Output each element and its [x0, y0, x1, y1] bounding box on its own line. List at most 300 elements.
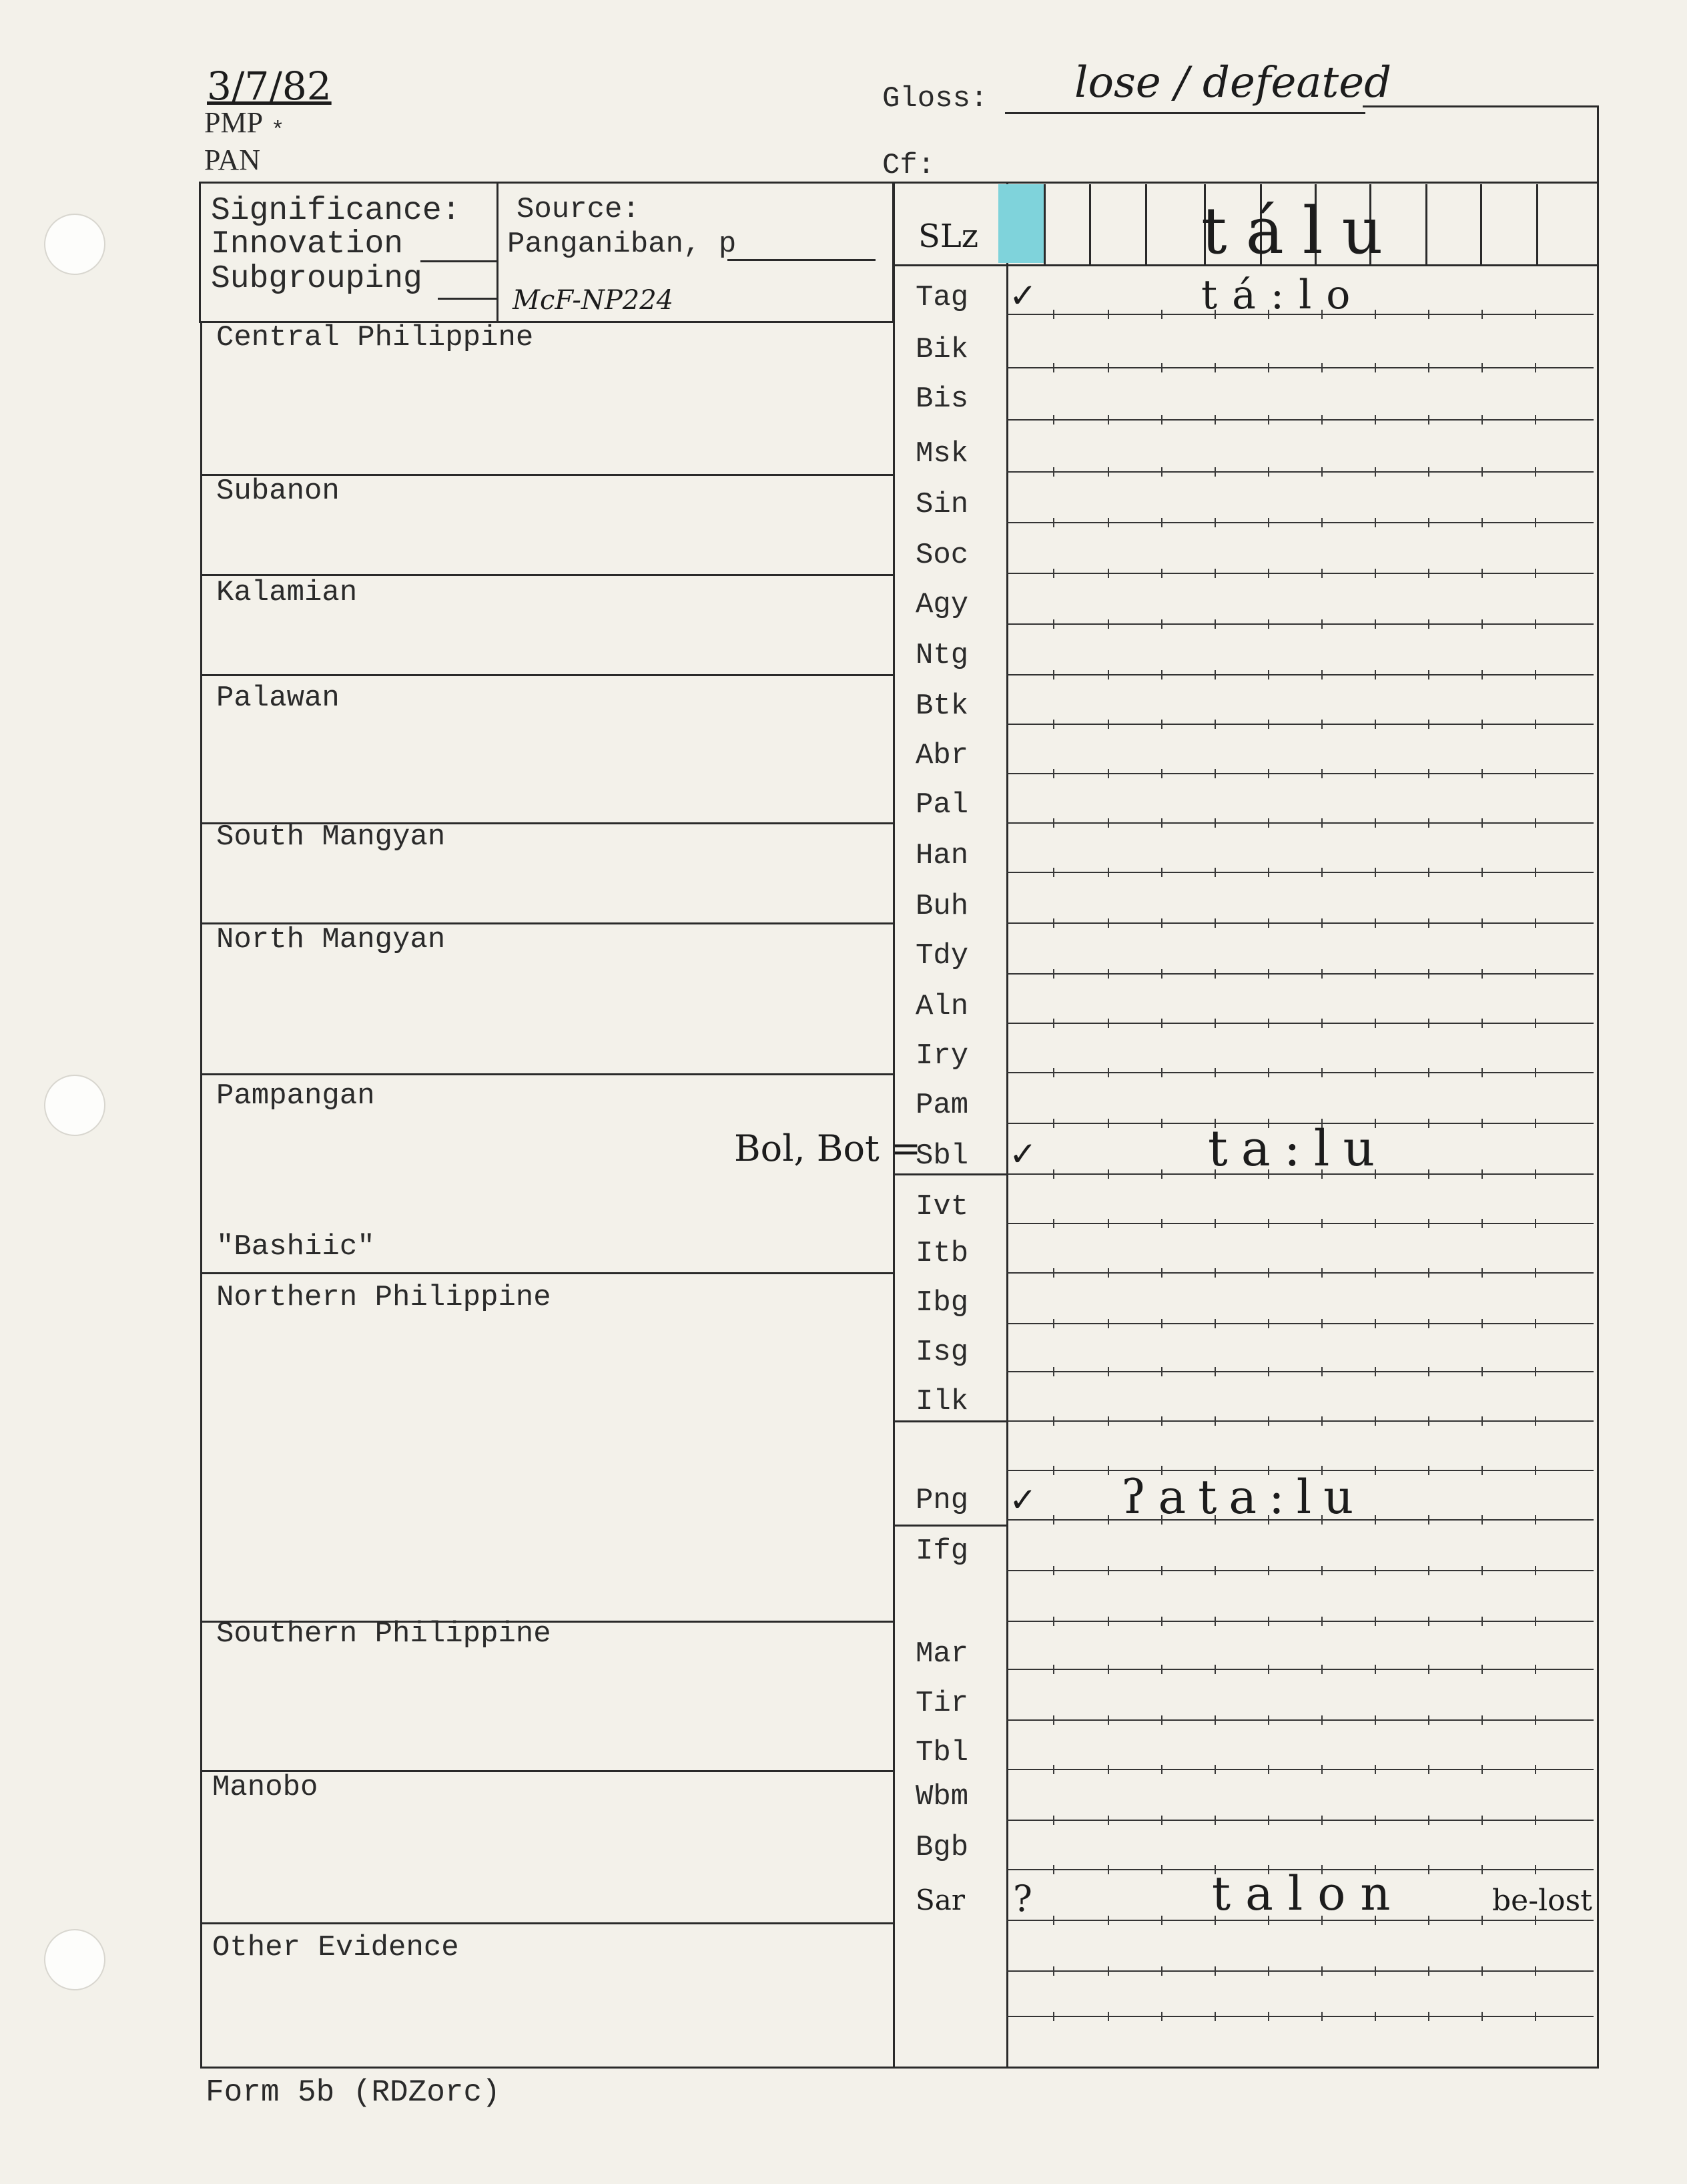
entry-rule-tick [1428, 415, 1429, 425]
entry-rule-tick [1053, 569, 1054, 578]
entry-rule-tick [1321, 818, 1323, 828]
entry-rule-tick [1535, 918, 1536, 928]
tag-form: tá:lo [1201, 272, 1365, 318]
significance-label: Significance: [211, 193, 461, 229]
entry-rule-tick [1481, 1865, 1483, 1874]
entry-rule-line [1006, 1272, 1594, 1274]
entry-rule-line [1006, 973, 1594, 975]
entry-rule-tick [1215, 467, 1216, 477]
lang-abr: Abr [916, 739, 969, 772]
entry-rule-tick [1108, 1765, 1109, 1774]
entry-rule-tick [1161, 1367, 1162, 1376]
lang-bik: Bik [916, 333, 969, 366]
entry-rule-tick [1321, 1068, 1323, 1077]
entry-rule-tick [1161, 918, 1162, 928]
png-check: ✓ [1009, 1480, 1037, 1519]
entry-rule-tick [1428, 467, 1429, 477]
group-line-other [200, 1922, 894, 1924]
entry-rule-tick [1321, 1019, 1323, 1028]
entry-rule-tick [1108, 2012, 1109, 2021]
entry-rule-tick [1108, 619, 1109, 629]
entry-rule-tick [1053, 1466, 1054, 1475]
group-bashiic: "Bashiic" [216, 1230, 375, 1264]
entry-rule-tick [1375, 1665, 1376, 1674]
entry-rule-tick [1535, 1515, 1536, 1525]
entry-rule-tick [1161, 1865, 1162, 1874]
binder-hole-top [44, 214, 105, 275]
frame-top-right [1363, 105, 1599, 107]
entry-rule-tick [1161, 1816, 1162, 1825]
entry-rule-tick [1375, 1966, 1376, 1976]
entry-rule-tick [1108, 1416, 1109, 1426]
entry-rule-tick [1535, 1966, 1536, 1976]
entry-rule-line [1006, 674, 1594, 675]
entry-rule-tick [1108, 818, 1109, 828]
entry-rule-tick [1108, 1665, 1109, 1674]
source-value: Panganiban, p [507, 228, 737, 261]
entry-rule-tick [1268, 1665, 1269, 1674]
entry-rule-tick [1161, 670, 1162, 679]
lang-tag: Tag [916, 281, 969, 314]
lang-han: Han [916, 839, 969, 872]
entry-rule-tick [1053, 670, 1054, 679]
entry-rule-line [1006, 724, 1594, 725]
entry-rule-tick [1108, 1019, 1109, 1028]
entry-rule-tick [1321, 1966, 1323, 1976]
entry-rule-tick [1161, 518, 1162, 527]
entry-rule-tick [1535, 1119, 1536, 1128]
entry-rule-tick [1375, 310, 1376, 319]
lang-pal: Pal [916, 788, 969, 822]
entry-rule-tick [1375, 569, 1376, 578]
entry-rule-tick [1375, 818, 1376, 828]
entry-rule-tick [1321, 1816, 1323, 1825]
entry-rule-line [1006, 1323, 1594, 1324]
lang-bis: Bis [916, 382, 969, 416]
left-border [200, 322, 202, 2068]
sbl-form: ta:lu [1208, 1120, 1389, 1177]
entry-rule-tick [1481, 670, 1483, 679]
entry-rule-tick [1481, 1816, 1483, 1825]
entry-rule-line [1006, 1719, 1594, 1721]
entry-rule-tick [1321, 1219, 1323, 1228]
entry-rule-tick [1481, 518, 1483, 527]
entry-rule-tick [1321, 1416, 1323, 1426]
entry-rule-tick [1535, 1416, 1536, 1426]
entry-rule-tick [1535, 1219, 1536, 1228]
entry-rule-tick [1053, 1515, 1054, 1525]
entry-rule-tick [1108, 1466, 1109, 1475]
entry-rule-tick [1535, 415, 1536, 425]
entry-rule-tick [1481, 1019, 1483, 1028]
lang-ntg: Ntg [916, 639, 969, 672]
entry-rule-tick [1375, 1219, 1376, 1228]
entry-rule-tick [1053, 1966, 1054, 1976]
entry-rule-tick [1161, 1319, 1162, 1328]
entry-rule-line [1006, 1371, 1594, 1372]
entry-rule-tick [1161, 363, 1162, 372]
entry-rule-tick [1053, 1765, 1054, 1774]
entry-rule-tick [1215, 415, 1216, 425]
group-north-mangyan: North Mangyan [216, 923, 446, 957]
entry-rule-tick [1108, 467, 1109, 477]
entry-rule-tick [1268, 769, 1269, 778]
entry-rule-tick [1268, 969, 1269, 979]
entry-rule-tick [1215, 1715, 1216, 1725]
lang-soc: Soc [916, 539, 969, 572]
entry-rule-tick [1321, 969, 1323, 979]
entry-rule-tick [1535, 569, 1536, 578]
entry-rule-tick [1161, 818, 1162, 828]
entry-rule-tick [1053, 1916, 1054, 1925]
entry-rule-tick [1108, 310, 1109, 319]
entry-rule-tick [1375, 868, 1376, 877]
entry-rule-tick [1108, 1268, 1109, 1278]
lang-ivt: Ivt [916, 1190, 969, 1223]
entry-rule-tick [1161, 2012, 1162, 2021]
entry-rule-tick [1108, 1566, 1109, 1575]
entry-rule-tick [1161, 1119, 1162, 1128]
entry-rule-tick [1108, 1715, 1109, 1725]
entry-rule-tick [1215, 1566, 1216, 1575]
entry-rule-line [1006, 419, 1594, 421]
lang-agy: Agy [916, 588, 969, 621]
source-page-blank[interactable] [727, 259, 876, 261]
entry-rule-tick [1053, 1068, 1054, 1077]
entry-rule-tick [1268, 1319, 1269, 1328]
lang-ifg: Ifg [916, 1535, 969, 1568]
entry-rule-tick [1428, 1617, 1429, 1626]
entry-rule-tick [1268, 1566, 1269, 1575]
entry-rule-tick [1375, 670, 1376, 679]
entry-rule-tick [1321, 619, 1323, 629]
entry-rule-tick [1161, 1617, 1162, 1626]
entry-rule-tick [1375, 1617, 1376, 1626]
entry-rule-tick [1428, 969, 1429, 979]
entry-rule-tick [1428, 1466, 1429, 1475]
entry-rule-tick [1161, 569, 1162, 578]
entry-rule-tick [1535, 2012, 1536, 2021]
entry-rule-tick [1321, 1765, 1323, 1774]
entry-rule-tick [1428, 1966, 1429, 1976]
group-kalamian: Kalamian [216, 576, 358, 609]
entry-rule-tick [1321, 1268, 1323, 1278]
entry-rule-line [1006, 1023, 1594, 1024]
frame-top [893, 182, 1599, 184]
group-palawan: Palawan [216, 681, 340, 715]
entry-rule-tick [1215, 818, 1216, 828]
entry-rule-tick [1535, 1765, 1536, 1774]
entry-rule-line [1006, 1669, 1594, 1670]
entry-rule-tick [1428, 1319, 1429, 1328]
entry-rule-tick [1428, 2012, 1429, 2021]
entry-rule-tick [1108, 868, 1109, 877]
entry-rule-tick [1481, 1566, 1483, 1575]
slz-grid-divider [1089, 184, 1091, 264]
entry-rule-tick [1108, 1119, 1109, 1128]
sar-mark: ? [1013, 1878, 1032, 1920]
entry-rule-tick [1321, 415, 1323, 425]
sar-gloss: be-lost [1492, 1884, 1592, 1918]
entry-rule-line [1006, 1420, 1594, 1422]
entry-rule-tick [1268, 1765, 1269, 1774]
entry-rule-tick [1321, 467, 1323, 477]
form-label: Form 5b (RDZorc) [206, 2075, 500, 2110]
entry-rule-tick [1161, 1019, 1162, 1028]
entry-rule-tick [1481, 1319, 1483, 1328]
entry-rule-line [1006, 1769, 1594, 1770]
subgrouping-label: Subgrouping [211, 261, 422, 297]
entry-rule-tick [1268, 415, 1269, 425]
entry-rule-tick [1321, 363, 1323, 372]
entry-rule-tick [1268, 1219, 1269, 1228]
entry-rule-tick [1321, 1715, 1323, 1725]
entry-rule-tick [1215, 2012, 1216, 2021]
lang-itb: Itb [916, 1237, 969, 1270]
entry-rule-tick [1053, 1816, 1054, 1825]
entry-rule-tick [1108, 1068, 1109, 1077]
entry-rule-tick [1321, 1566, 1323, 1575]
entry-rule-tick [1053, 1715, 1054, 1725]
entry-rule-tick [1375, 1765, 1376, 1774]
entry-rule-tick [1375, 1566, 1376, 1575]
entry-rule-tick [1108, 363, 1109, 372]
lang-tdy: Tdy [916, 939, 969, 973]
entry-rule-tick [1108, 415, 1109, 425]
entry-rule-tick [1428, 619, 1429, 629]
entry-rule-tick [1535, 1068, 1536, 1077]
entry-rule-tick [1481, 969, 1483, 979]
entry-rule-tick [1161, 720, 1162, 729]
entry-rule-tick [1481, 769, 1483, 778]
subgrouping-blank[interactable] [438, 298, 496, 300]
entry-rule-tick [1428, 1665, 1429, 1674]
group-divider [893, 182, 895, 2068]
group-southern-philippine: Southern Philippine [216, 1617, 551, 1651]
lang-btk: Btk [916, 690, 969, 723]
entry-rule-tick [1428, 310, 1429, 319]
entry-rule-tick [1108, 720, 1109, 729]
entry-rule-tick [1053, 1219, 1054, 1228]
slz-highlight-cell [998, 184, 1044, 263]
entry-rule-tick [1481, 569, 1483, 578]
entry-rule-tick [1481, 1617, 1483, 1626]
entry-rule-tick [1375, 1715, 1376, 1725]
lang-pam: Pam [916, 1089, 969, 1122]
entry-rule-line [1006, 1570, 1594, 1571]
entry-rule-tick [1428, 1715, 1429, 1725]
entry-rule-tick [1268, 619, 1269, 629]
entry-rule-tick [1161, 1416, 1162, 1426]
entry-rule-tick [1375, 1515, 1376, 1525]
frame-bottom [200, 2067, 1599, 2069]
entry-rule-tick [1481, 1715, 1483, 1725]
entry-rule-tick [1053, 415, 1054, 425]
entry-rule-tick [1481, 2012, 1483, 2021]
entry-rule-tick [1535, 720, 1536, 729]
entry-rule-tick [1161, 1765, 1162, 1774]
entry-rule-tick [1268, 1617, 1269, 1626]
entry-rule-tick [1053, 1119, 1054, 1128]
entry-rule-tick [1321, 1367, 1323, 1376]
lang-bgb: Bgb [916, 1831, 969, 1864]
entry-rule-tick [1428, 918, 1429, 928]
entry-rule-tick [1268, 818, 1269, 828]
entry-rule-tick [1535, 1466, 1536, 1475]
entry-rule-tick [1108, 918, 1109, 928]
lang-msk: Msk [916, 437, 969, 471]
tag-check: ✓ [1009, 276, 1037, 315]
entry-rule-tick [1108, 769, 1109, 778]
entry-rule-tick [1321, 670, 1323, 679]
entry-rule-tick [1108, 1617, 1109, 1626]
entry-rule-tick [1535, 1367, 1536, 1376]
entry-rule-tick [1535, 518, 1536, 527]
entry-rule-tick [1535, 1665, 1536, 1674]
entry-rule-line [1006, 623, 1594, 625]
entry-rule-tick [1535, 769, 1536, 778]
entry-rule-tick [1053, 918, 1054, 928]
entry-rule-line [1006, 872, 1594, 873]
entry-rule-tick [1053, 1665, 1054, 1674]
entry-rule-tick [1215, 1268, 1216, 1278]
lang-iry: Iry [916, 1039, 969, 1073]
entry-rule-tick [1481, 1068, 1483, 1077]
entry-rule-tick [1535, 1566, 1536, 1575]
entry-rule-tick [1215, 569, 1216, 578]
lang-buh: Buh [916, 890, 969, 923]
entry-rule-tick [1428, 1566, 1429, 1575]
entry-rule-tick [1428, 1169, 1429, 1179]
entry-rule-tick [1161, 619, 1162, 629]
entry-rule-tick [1215, 918, 1216, 928]
entry-rule-tick [1053, 769, 1054, 778]
entry-rule-line [1006, 522, 1594, 523]
entry-rule-tick [1215, 868, 1216, 877]
entry-rule-tick [1108, 670, 1109, 679]
entry-rule-tick [1428, 720, 1429, 729]
slz-grid-divider [1425, 184, 1427, 264]
entry-rule-tick [1481, 720, 1483, 729]
entry-rule-tick [1053, 1367, 1054, 1376]
group-other-evidence: Other Evidence [212, 1931, 459, 1964]
entry-rule-tick [1215, 619, 1216, 629]
entry-rule-tick [1481, 1765, 1483, 1774]
entry-rule-tick [1481, 1268, 1483, 1278]
slz-grid-divider [1536, 184, 1538, 264]
entry-rule-tick [1161, 1665, 1162, 1674]
lang-slz: SLz [918, 218, 979, 255]
entry-rule-tick [1535, 1617, 1536, 1626]
entry-rule-line [1006, 1223, 1594, 1224]
lang-sbl: Sbl [916, 1139, 969, 1173]
sbl-note: Bol, Bot = [734, 1127, 922, 1169]
star-mark: * [271, 119, 285, 144]
entry-rule-tick [1215, 670, 1216, 679]
lang-ibg: Ibg [916, 1286, 969, 1320]
sar-form: talon [1212, 1866, 1405, 1921]
entry-rule-tick [1481, 1219, 1483, 1228]
entry-rule-tick [1161, 1268, 1162, 1278]
entry-rule-tick [1535, 1268, 1536, 1278]
entry-rule-tick [1053, 969, 1054, 979]
entry-rule-tick [1375, 1367, 1376, 1376]
innovation-label: Innovation [211, 226, 404, 262]
entry-rule-tick [1053, 2012, 1054, 2021]
lang-png: Png [916, 1484, 969, 1517]
group-central-philippine: Central Philippine [216, 321, 534, 354]
entry-rule-tick [1375, 1416, 1376, 1426]
entry-rule-line [1006, 922, 1594, 924]
entry-rule-line [1006, 2016, 1594, 2017]
gloss-label: Gloss: [882, 82, 988, 115]
entry-rule-tick [1215, 969, 1216, 979]
entry-rule-tick [1535, 1865, 1536, 1874]
entry-rule-tick [1535, 1019, 1536, 1028]
lang-sin: Sin [916, 488, 969, 521]
entry-rule-tick [1428, 769, 1429, 778]
entry-rule-tick [1375, 619, 1376, 629]
entry-rule-tick [1481, 1416, 1483, 1426]
entry-rule-tick [1481, 918, 1483, 928]
entry-rule-tick [1215, 1765, 1216, 1774]
entry-rule-tick [1481, 818, 1483, 828]
entry-rule-tick [1535, 1169, 1536, 1179]
entry-rule-tick [1375, 1466, 1376, 1475]
entry-rule-tick [1428, 1765, 1429, 1774]
entry-rule-tick [1481, 415, 1483, 425]
group-subanon: Subanon [216, 475, 340, 508]
entry-rule-tick [1321, 518, 1323, 527]
group-line-pampangan [200, 1073, 894, 1075]
entry-rule-tick [1428, 1219, 1429, 1228]
entry-rule-tick [1428, 1865, 1429, 1874]
entry-rule-tick [1053, 1169, 1054, 1179]
entry-rule-tick [1053, 1319, 1054, 1328]
date: 3/7/82 [207, 63, 332, 109]
entry-rule-tick [1053, 363, 1054, 372]
entry-rule-tick [1535, 1816, 1536, 1825]
entry-rule-tick [1215, 769, 1216, 778]
entry-rule-tick [1161, 868, 1162, 877]
entry-rule-tick [1161, 1966, 1162, 1976]
entry-rule-tick [1108, 969, 1109, 979]
entry-rule-tick [1268, 1068, 1269, 1077]
innovation-blank[interactable] [420, 260, 496, 262]
entry-rule-tick [1161, 1566, 1162, 1575]
entry-rule-tick [1481, 1966, 1483, 1976]
entry-rule-line [1006, 1820, 1594, 1821]
entry-rule-tick [1321, 868, 1323, 877]
entry-rule-tick [1428, 518, 1429, 527]
lang-mar: Mar [916, 1637, 969, 1671]
significance-divider [496, 182, 498, 323]
entry-rule-tick [1481, 363, 1483, 372]
entry-rule-tick [1053, 720, 1054, 729]
slz-grid-divider [1145, 184, 1147, 264]
entry-rule-tick [1375, 720, 1376, 729]
entry-rule-tick [1108, 1219, 1109, 1228]
group-line-palawan [200, 674, 894, 676]
entry-rule-tick [1535, 969, 1536, 979]
entry-rule-tick [1481, 1466, 1483, 1475]
entry-rule-tick [1215, 1019, 1216, 1028]
entry-rule-tick [1375, 415, 1376, 425]
entry-rule-tick [1053, 1019, 1054, 1028]
entry-rule-tick [1053, 1865, 1054, 1874]
entry-rule-tick [1053, 518, 1054, 527]
entry-rule-tick [1268, 569, 1269, 578]
